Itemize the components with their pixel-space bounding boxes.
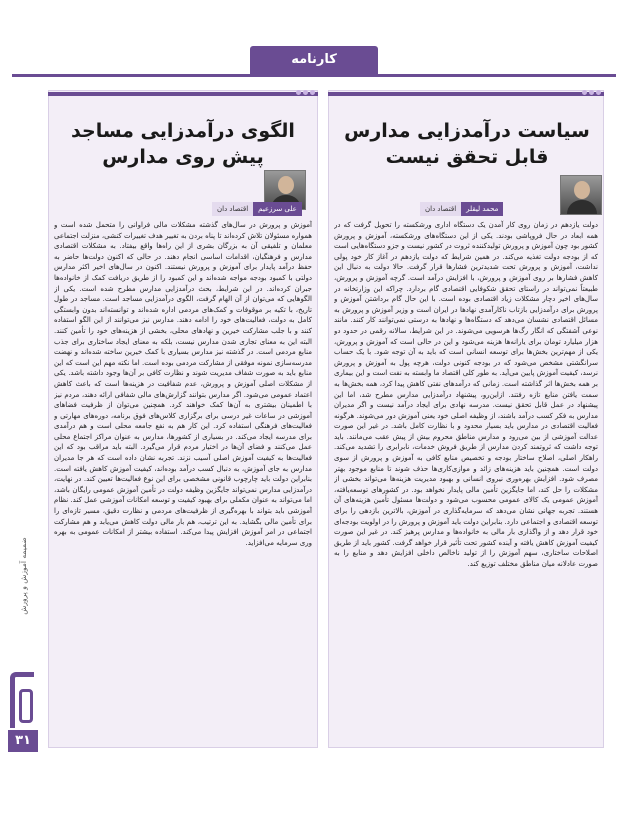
supplement-subtitle: ضمیمه آموزش و پرورش xyxy=(19,537,28,615)
article-left-author: علی سرزعیم xyxy=(253,202,302,216)
article-right-body xyxy=(334,220,598,740)
article-left-title-line1: الگوی درآمدزایی مساجد xyxy=(71,120,295,142)
article-right-top-rule xyxy=(328,92,604,96)
author-right-photo xyxy=(560,175,602,215)
top-margin xyxy=(0,0,630,16)
article-right-title xyxy=(336,118,598,170)
header-rule xyxy=(12,74,616,77)
article-right-title-line1: سیاست درآمدزایی مدارس xyxy=(344,120,590,142)
article-left-dots xyxy=(296,90,318,98)
article-left-body xyxy=(54,220,312,740)
article-right-title-line2: قابل تحقق نیست xyxy=(385,146,549,168)
article-right-author: محمد لیقلر xyxy=(461,202,503,216)
article-right-body-text: دولت یازدهم در زمان روی کار آمدن یک دستگاه اداری ورشکسته را تحویل گرفت که در همه ابعاد در حال فروپاشی بودند. یکی از این دستگاه‌های ورشکسته، آموزش و پرورش کشور بود چون آموزش و پرورش تولیدکننده ثروت در کشور نیست و جزو دستگاه‌هایی است که از بودجه دولت تغذیه می‌کند. در همین شرایط که دولت یازدهم در آغاز کار خود پولی نداشت، آموزش و پرورش تحت شدیدترین فشارها قرار گرفت. حالا دولت به دنبال این کاهش فشارها بر روی آموزش و پرورش، با افزایش درآمد است. گرچه آموزش و پرورش، طبیعتاً نمی‌تواند در راستای تحقق شکوفایی اقتصادی گام بردارد. چراکه این وزارتخانه در سال‌های اخیر دچار مشکلات زیاد اقتصادی بوده است. با این حال گام برداشتن آموزش و پرورش برای درآمدزایی بازتاب ناکارآمدی نهادها در ایران است و وزیر آموزش و پرورش به مسائل اقتصادی نشسان می‌دهد که دستگاه‌ها و نهادها به درستی نمی‌توانند کار کنند. مانند نوعی آشفتگی که انگار رگ‌ها هرسویی می‌شوند. در این شرایط، سالانه رقمی در حدود دو هزار میلیارد تومان برای یارانه‌ها هزینه می‌شود و این در حالی است که آموزش و پرورش، یکی از مهم‌ترین بخش‌ها برای توسعه انسانی است که باید به آن توجه شود. با یک حساب سرانگشتی مشخص می‌شود که در بودجه کنونی دولت، هرچه پول به آموزش و پرورش نرسد، کیفیت آموزش پایین می‌آید. به طور کلی اقتصاد ما وابسته به نفت است و این بیماری بر همه بخش‌ها اثر گذاشته است. زمانی که درآمدهای نفتی کاهش پیدا کرد، همه بخش‌ها به سمت یافتن منابع تازه رفتند. ازاین‌رو، پیشنهاد درآمدزایی مدارس مطرح شد، اما این پیشنهاد در عمل قابل تحقق نیست. مدرسه نهادی برای ایجاد درآمد نیست و اگر مدیران مدارس به فکر کسب درآمد باشند، از وظیفه اصلی خود یعنی آموزش دور می‌شوند. هرگونه فعالیت اقتصادی در مدارس باید بسیار محدود و با نظارت کامل باشد. در غیر این صورت عدالت آموزشی از بین می‌رود و مدارس مناطق محروم بیش از پیش عقب می‌مانند. باید توجه داشت که ثروتمند کردن مدارس از طریق فروش خدمات، نابرابری را تشدید می‌کند. راهکار اصلی، اصلاح ساختار بودجه و تخصیص منابع کافی به آموزش و پرورش از سوی دولت است. همچنین باید هزینه‌های زائد و موازی‌کاری‌ها حذف شوند تا منابع موجود بهتر مصرف شود. افزایش بهره‌وری نیروی انسانی و بهبود مدیریت هزینه‌ها می‌تواند بخشی از مشکلات را حل کند، اما جایگزین تأمین مالی پایدار نخواهد بود. در کشورهای توسعه‌یافته، آموزش عمومی یک کالای عمومی محسوب می‌شود و دولت‌ها مسئول تأمین هزینه‌های آن هستند. تجربه جهانی نشان می‌دهد که سرمایه‌گذاری در آموزش، بالاترین بازدهی را برای توسعه اقتصادی و اجتماعی دارد. بنابراین دولت باید آموزش و پرورش را در اولویت بودجه‌ای خود قرار دهد و از واگذاری بار مالی به خانواده‌ها و مدارس پرهیز کند. در غیر این صورت کیفیت آموزش کاهش یافته و آینده کشور تحت تأثیر قرار خواهد گرفت. کشور باید از طریق اصلاحات ساختاری، سهم آموزش را از تولید ناخالص داخلی افزایش دهد و منابع را به صورت عادلانه میان مناطق مختلف توزیع کند. xyxy=(334,221,598,568)
article-right-dots xyxy=(582,90,604,98)
article-left-title-line2: پیش روی مدارس xyxy=(102,146,264,168)
article-left-body-text: آموزش و پرورش در سال‌های گذشته مشکلات مالی فراوانی را متحمل شده است و همواره مسئولان تلاش کرده‌اند تا پناه بردن به تغییر هدف تغییرات کنشی، منزلت اجتماعی معلمان و تلفیقی آن به بزرگان بشری از این راه‌ها واقع بیفتاد. به مشکلات اقتصادی مدارس و فرهنگیان، اقدامات اساسی انجام دهند. در حالی که اکنون دولت‌ها حاضر به حفظ درآمد پایدار برای آموزش و پرورش نیستند. اکنون در سال‌های اخیر اکثر مدارس دولتی با کمبود بودجه مواجه شده‌اند و این کمبود را از طریق دریافت کمک از خانواده‌ها جبران کرده‌اند. در این شرایط، بحث درآمدزایی مدارس مطرح شده است. یکی از الگوهایی که می‌توان از آن الهام گرفت، الگوی درآمدزایی مساجد است. مساجد در طول تاریخ، با تکیه بر موقوفات و کمک‌های مردمی اداره شده‌اند و توانسته‌اند بدون وابستگی کامل به دولت، فعالیت‌های خود را ادامه دهند. مدارس نیز می‌توانند از این الگو استفاده کنند و با جلب مشارکت خیرین و نهادهای محلی، بخشی از هزینه‌های خود را تأمین کنند. البته این به معنای تجاری شدن مدارس نیست، بلکه به معنای ایجاد ساختاری برای جذب منابع مردمی است. در گذشته نیز مدارس بسیاری با کمک خیرین ساخته شده‌اند و نهضت مدرسه‌سازی نمونه موفقی از مشارکت مردمی بوده است. اما نکته مهم این است که این منابع باید به صورت شفاف مدیریت شوند و نظارت کافی بر آن‌ها وجود داشته باشد. یکی از مشکلات اصلی آموزش و پرورش، عدم شفافیت در هزینه‌ها است که باعث کاهش اعتماد عمومی می‌شود. اگر مدارس بتوانند گزارش‌های مالی شفافی ارائه دهند، مردم نیز با اطمینان بیشتری به آن‌ها کمک خواهند کرد. همچنین می‌توان از ظرفیت فضاهای آموزشی در ساعات غیر درسی برای برگزاری کلاس‌های فوق برنامه، دوره‌های مهارتی و فعالیت‌های فرهنگی استفاده کرد. این کار هم به نفع جامعه محلی است و هم درآمدی برای مدرسه ایجاد می‌کند. در بسیاری از کشورها، مدارس به عنوان مراکز اجتماع محلی عمل می‌کنند و فضای آن‌ها در اختیار مردم قرار می‌گیرد. البته باید مراقب بود که این فعالیت‌ها به کیفیت آموزش اصلی آسیب نزند. تجربه نشان داده است که هر جا مدیران مدارس به جای آموزش، به دنبال کسب درآمد بوده‌اند، کیفیت آموزش کاهش یافته است. بنابراین دولت باید چارچوب قانونی مشخصی برای این نوع فعالیت‌ها تعیین کند. در نهایت، درآمدزایی مدارس نمی‌تواند جایگزین وظیفه دولت در تأمین آموزش عمومی رایگان باشد، اما می‌تواند به عنوان مکملی برای بهبود کیفیت و توسعه امکانات آموزشی عمل کند. نظام آموزشی باید بتواند با بهره‌گیری از ظرفیت‌های مردمی و نظارت دقیق، مسیر تازه‌ای را برای تأمین مالی بگشاید. به این ترتیب، هم بار مالی دولت کاهش می‌یابد و هم مشارکت اجتماعی در امر آموزش افزایش پیدا می‌کند. استفاده بیشتر از امکانات عمومی به بهره وری سرمایه می‌افزاید. xyxy=(54,221,312,547)
section-tab xyxy=(250,46,378,74)
article-right-byline xyxy=(420,202,503,216)
article-left-byline xyxy=(212,202,302,216)
article-left-title xyxy=(54,118,312,170)
article-left-top-rule xyxy=(48,92,318,96)
magazine-logo-icon xyxy=(10,672,34,728)
page-number: ۳۱ xyxy=(8,730,38,752)
section-label: کارنامه xyxy=(291,52,337,67)
article-left-role: اقتصاد دان xyxy=(212,202,253,216)
article-right-role: اقتصاد دان xyxy=(420,202,461,216)
